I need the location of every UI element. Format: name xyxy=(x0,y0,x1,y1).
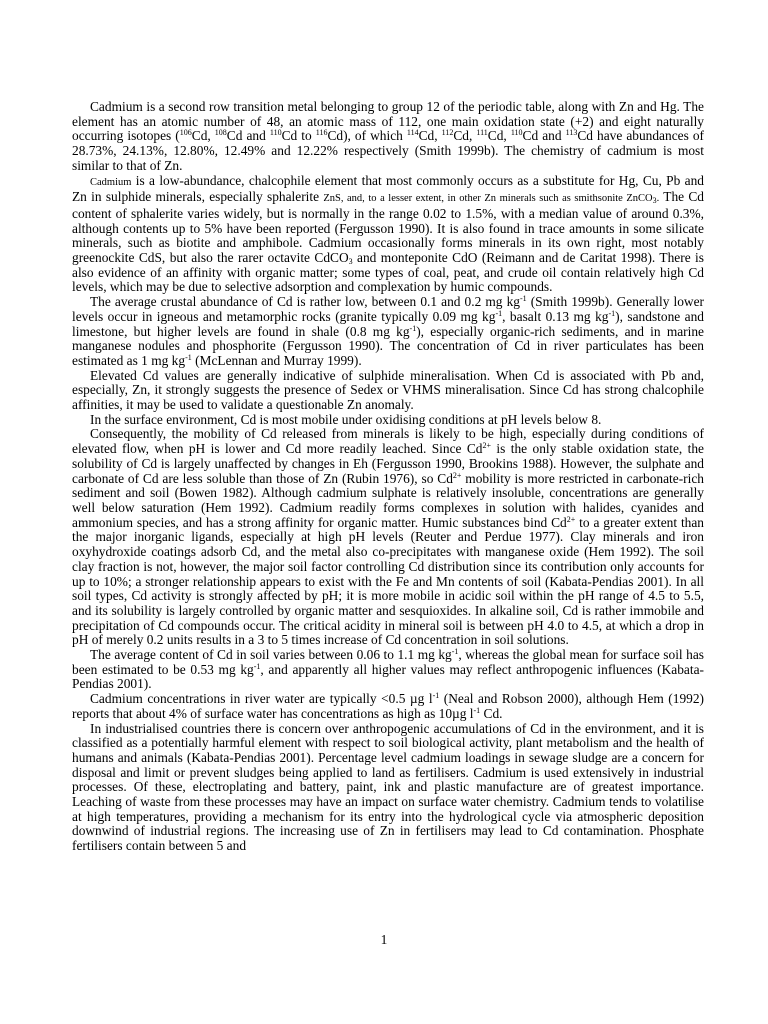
document-body xyxy=(72,100,704,854)
paragraph-cadmium-overview: Cadmium is a second row transition metal belonging to group 12 of the periodic table, along with Zn and Hg. The element has an atomic number of 48, an atomic mass of 112, one main oxidation state (+2) and eight naturally occurring isotopes ($^{106}$Cd, $^{108}$Cd and $^{110}$Cd to $^{116}$Cd), of which $^{114}$Cd, $^{112}$Cd, $^{111}$Cd, $^{110}$Cd and $^{113}$Cd have abundances of 28.73%, 24.13%, 12.80%, 12.49% and 12.22% respectively (Smith 1999b). The chemistry of cadmium is most similar to that of Zn. xyxy=(72,99,705,173)
paragraph-surface-environment: In the surface environment, Cd is most mobile under oxidising conditions at pH levels below 8. xyxy=(90,411,602,427)
paragraph-mineralisation: Elevated Cd values are generally indicative of sulphide mineralisation. When Cd is associated with Pb and, especially, Zn, it strongly suggests the presence of Sedex or VHMS mineralisation. Since Cd has strong chalcophile affinities, it may be used to validate a questionable Zn anomaly. xyxy=(72,367,704,413)
page-number: 1 xyxy=(380,932,388,947)
paragraph-crustal-abundance: The average crustal abundance of Cd is rather low, between 0.1 and 0.2 mg $kg^{-1}$ (Smith 1999b). Generally lower levels occur in igneous and metamorphic rocks (granite typically 0.09 mg $kg^{-1}$, basalt 0.13 mg $kg^{-1}$), sandstone and limestone, but higher levels are found in shale (0.8 mg $kg^{-1}$), especially organic-rich sediments, and in marine manganese nodules and phosphorite (Fergusson 1990). The concentration of Cd in river particulates has been estimated as 1 mg $kg^{-1}$ (McLennan and Murray 1999). xyxy=(72,294,704,368)
paragraph-anthropogenic: In industrialised countries there is concern over anthropogenic accumulations of Cd in the environment, and it is classified as a potentially harmful element with respect to soil biological activity, plant metabolism and the health of humans and animals (Kabata-Pendias 2001). Percentage level cadmium loadings in sewage sludge are a concern for disposal and limit or prevent sludges being applied to land as fertilisers. Cadmium is used extensively in industrial processes. Of these, electroplating and battery, paint, ink and plastic manufacture are of greatest importance. Leaching of waste from these processes may have an impact on surface water chemistry. Cadmium tends to volatilise at high temperatures, providing a mechanism for its entry into the hydrological cycle via atmospheric deposition downwind of industrial regions. The increasing use of Zn in fertilisers may lead to Cd contamination. Phosphate fertilisers contain between 5 and xyxy=(72,720,704,854)
paragraph-river-water: Cadmium concentrations in river water are typically <0.5 µg $l^{-1}$ (Neal and Robson 2000), although Hem (1992) reports that about 4% of surface water has concentrations as high as 10µg $l^{-1}$ Cd. xyxy=(72,691,704,721)
paragraph-soil-content: The average content of Cd in soil varies between 0.06 to 1.1 mg $kg^{-1}$, whereas the global mean for surface soil has been estimated to be 0.53 mg $kg^{-1}$, and apparently all higher values may reflect anthropogenic influences (Kabata- Pendias 2001). xyxy=(72,647,705,692)
paragraph-mobility: Consequently, the mobility of Cd released from minerals is likely to be high, especially during conditions of elevated flow, when pH is lower and Cd more readily leached. Since $Cd^{2+}$ is the only stable oxidation state, the solubility of Cd is largely unaffected by changes in Eh (Fergusson 1990, Brookins 1988). However, the sulphate and carbonate of Cd are less soluble than those of Zn (Rubin 1976), so $Cd^{2+}$ mobility is more restricted in carbonate-rich sediment and soil (Bowen 1982). Although cadmium sulphate is relatively insoluble, concentrations are generally well below saturation (Hem 1992). Cadmium readily forms complexes in solution with halides, cyanides and ammonium species, and has a strong affinity for organic matter. Humic substances bind $Cd^{2+}$ to a greater extent than the major inorganic ligands, especially at high pH levels (Reuter and Perdue 1977). Clay minerals and iron oxyhydroxide coatings adsorb Cd, and the metal also co-precipitates with manganese oxide (Hem 1992). The soil clay fraction is not, however, the major soil factor controlling Cd distribution since its contribution only accounts for up to 10%; a stronger relationship appears to exist with the Fe and Mn contents of soil (Kabata-Pendias 2001). In all soil types, Cd activity is strongly affected by pH; it is more mobile in acidic soil within the pH range of 4.5 to 5.5, and its solubility is largely controlled by organic matter and sesquioxides. In alkaline soil, Cd is rather immobile and precipitation of Cd compounds occur. The critical acidity in mineral soil is between pH 4.0 to 4.5, at which a drop in pH of merely 0.2 units results in a 3 to 5 times increase of Cd concentration in soil solutions. xyxy=(72,426,705,648)
paragraph-chalcophile: Cadmium is a low-abundance, chalcophile element that most commonly occurs as a substitute for Hg, Cu, Pb and Zn in sulphide minerals, especially sphalerite ZnS, and, to a lesser extent, in other Zn minerals such as smithsonite ZnCO$_3$. The Cd content of sphalerite varies widely, but is normally in the range 0.02 to 1.5%, with a median value of around 0.3%, although contents up to 5% have been reported (Fergusson 1990). It is also found in trace amounts in some silicate minerals, such as biotite and amphibole. Cadmium occasionally forms minerals in its own right, most notably greenockite CdS, but also the rarer octavite CdCO$_3$ and monteponite CdO (Reimann and de Caritat 1998). There is also evidence of an affinity with organic matter; some types of coal, peat, and crude oil contain relatively high Cd levels, which may be due to selective adsorption and complexation by humic compounds. xyxy=(72,172,704,295)
